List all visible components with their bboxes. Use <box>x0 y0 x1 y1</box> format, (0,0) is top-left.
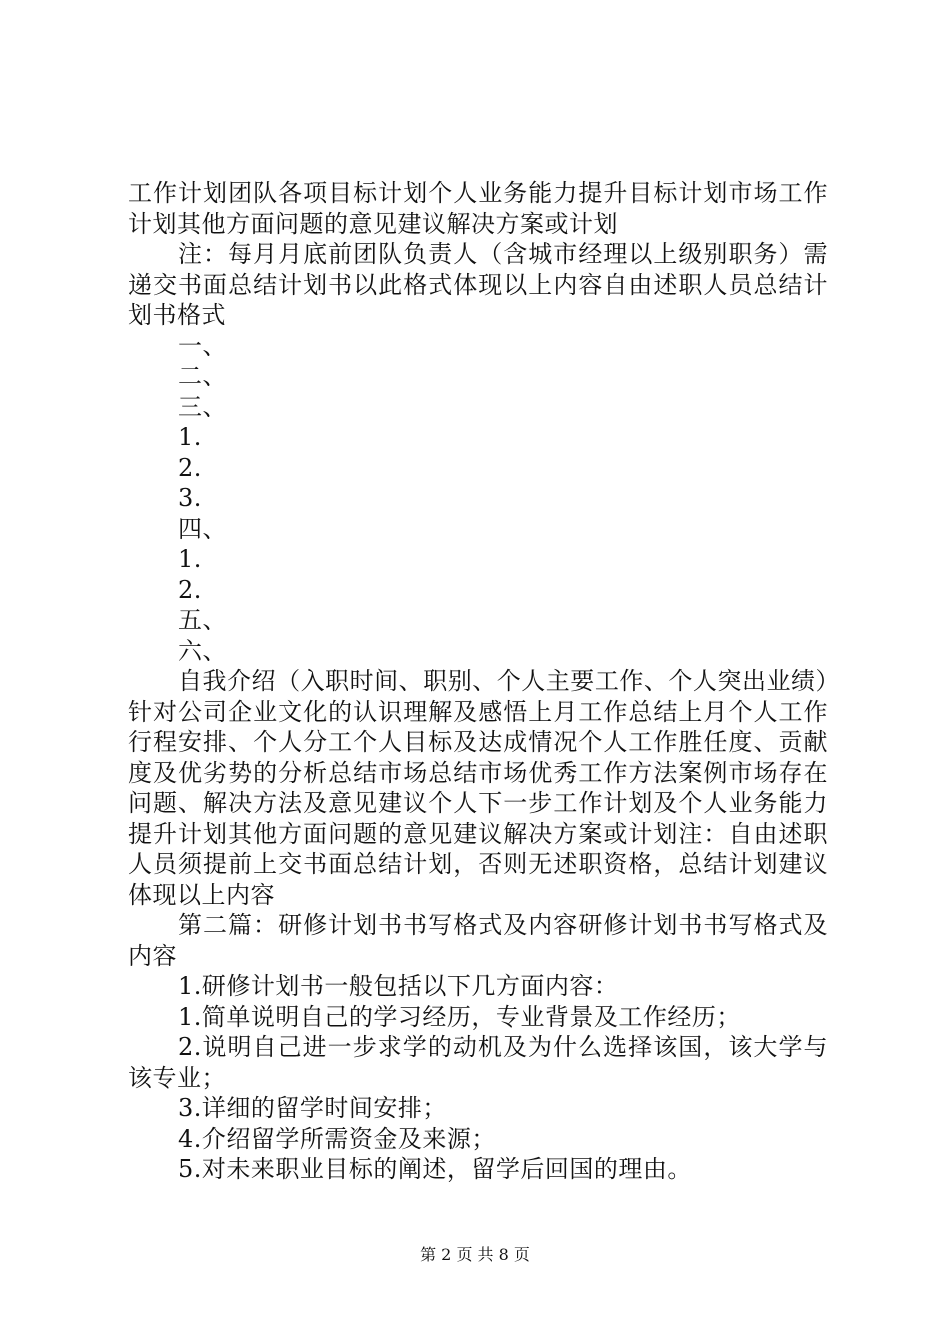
paragraph: 注：每月月底前团队负责人（含城市经理以上级别职务）需递交书面总结计划书以此格式体现以上内容自由述职人员总结计划书格式 <box>128 240 828 329</box>
outline-marker: 1. <box>178 423 202 451</box>
list-item: 4.介绍留学所需资金及来源； <box>178 1124 496 1153</box>
list-item: 1.研修计划书一般包括以下几方面内容： <box>178 972 619 1000</box>
outline-marker: 2. <box>178 575 202 604</box>
page-number-footer: 第 2 页 共 8 页 <box>420 1245 530 1264</box>
outline-marker: 3. <box>178 484 202 512</box>
outline-marker: 五、 <box>178 606 227 634</box>
section-heading: 第二篇：研修计划书书写格式及内容研修计划书书写格式及内容 <box>128 911 828 970</box>
outline-marker: 四、 <box>178 514 227 543</box>
outline-marker: 1. <box>178 545 202 573</box>
list-item: 1.简单说明自己的学习经历，专业背景及工作经历； <box>178 1002 741 1031</box>
document-body <box>128 178 828 1185</box>
outline-marker: 二、 <box>178 362 227 390</box>
outline-marker: 三、 <box>178 392 227 421</box>
list-item: 2.说明自己进一步求学的动机及为什么选择该国，该大学与该专业； <box>128 1033 828 1092</box>
outline-marker: 六、 <box>178 636 227 665</box>
paragraph: 工作计划团队各项目标计划个人业务能力提升目标计划市场工作计划其他方面问题的意见建议解决方案或计划 <box>128 179 828 238</box>
paragraph: 自我介绍（入职时间、职别、个人主要工作、个人突出业绩）针对公司企业文化的认识理解及感悟上月工作总结上月个人工作行程安排、个人分工个人目标及达成情况个人工作胜任度、贡献度及优劣势的分析总结市场总结市场优秀工作方法案例市场存在问题、解决方法及意见建议个人下一步工作计划及个人业务能力提升计划其他方面问题的意见建议解决方案或计划注：自由述职人员须提前上交书面总结计划，否则无述职资格，总结计划建议体现以上内容 <box>128 667 828 909</box>
list-item: 3.详细的留学时间安排； <box>178 1094 447 1122</box>
outline-marker: 2. <box>178 453 202 482</box>
list-item: 5.对未来职业目标的阐述，留学后回国的理由。 <box>178 1155 692 1183</box>
outline-marker: 一、 <box>178 331 227 360</box>
